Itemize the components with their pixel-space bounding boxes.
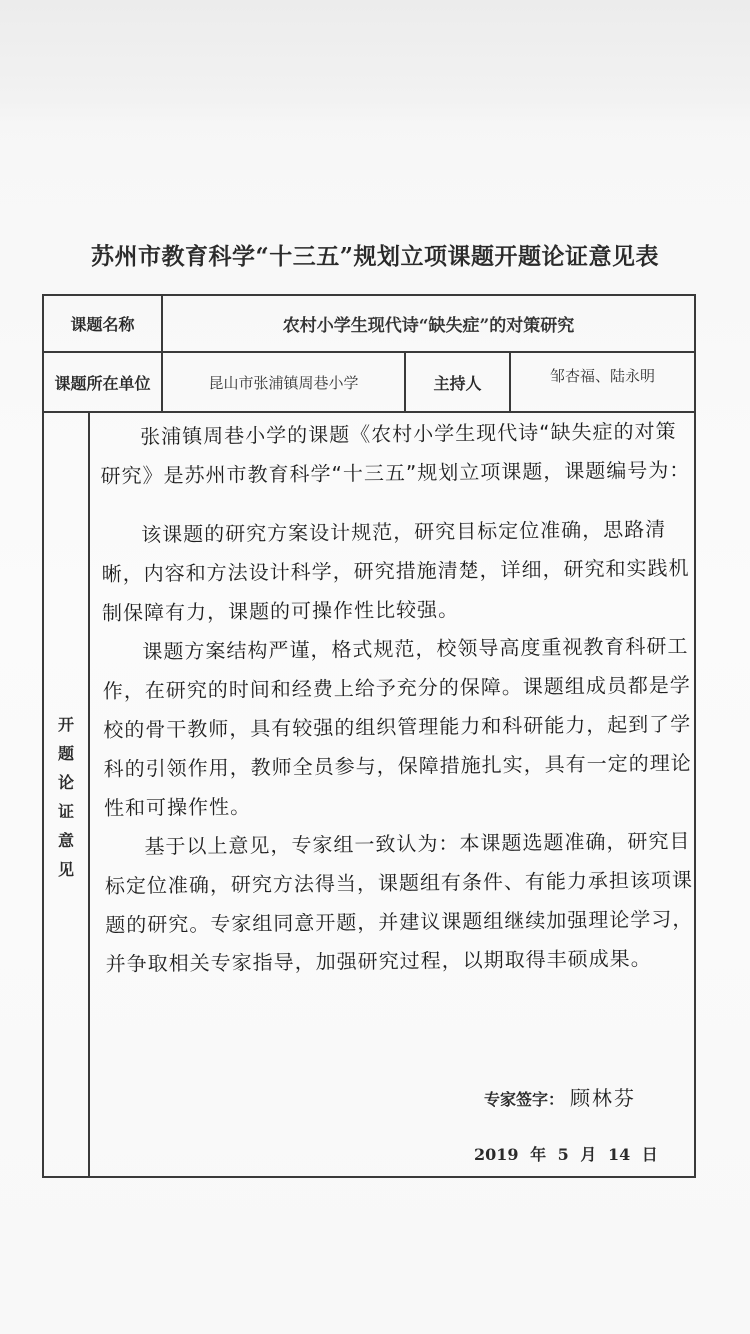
topic-value: 农村小学生现代诗“缺失症”的对策研究: [282, 316, 575, 336]
opinion-side-label: [44, 412, 88, 1182]
opinion-paragraph: 基于以上意见，专家组一致认为：本课题选题准确，研究目标定位准确，研究方法得当，课题组有条件、有能力承担该项课题的研究。专家组同意开题，并建议课题组继续加强理论学习，并争取相关专家指导，加强研究过程，以期取得丰硕成果。: [104, 828, 694, 976]
opinion-paragraph: 张浦镇周巷小学的课题《农村小学生现代诗“缺失症的对策研究》是苏州市教育科学“十三五”规划立项课题，课题编号为：: [100, 418, 691, 488]
host-label: 主持人: [433, 373, 482, 393]
opinion-form-table: [42, 294, 696, 1178]
signature-label: 专家签字：: [484, 1090, 565, 1109]
topic-label: 课题名称: [70, 315, 135, 334]
side-char: 论: [57, 773, 74, 792]
opinion-text: [100, 412, 702, 984]
unit-value: 昆山市张浦镇周巷小学: [208, 373, 359, 392]
background-shadow: [0, 0, 750, 125]
side-char: 意: [57, 831, 74, 850]
unit-label: 课题所在单位: [54, 373, 151, 393]
side-char: 开: [57, 715, 74, 734]
opinion-paragraph: 该课题的研究方案设计规范，研究目标定位准确，思路清晰，内容和方法设计科学，研究措施清楚，详细，研究和实践机制保障有力，课题的可操作性比较强。: [101, 517, 690, 625]
document-title: 苏州市教育科学“十三五”规划立项课题开题论证意见表: [91, 243, 659, 270]
side-char: 见: [57, 860, 74, 879]
side-char: 证: [57, 802, 74, 821]
signature-name: 顾林芬: [570, 1086, 637, 1110]
signature-row: [484, 1082, 636, 1111]
col-divider-side: [88, 413, 90, 1178]
side-char: 题: [57, 744, 74, 763]
signature-date: 2019 年 5 月 14 日: [474, 1145, 658, 1164]
opinion-paragraph: 课题方案结构严谨，格式规范，校领导高度重视教育科研工作，在研究的时间和经费上给予充分的保障。课题组成员都是学校的骨干教师，具有较强的组织管理能力和科研能力，起到了学科的引领作用，教师全员参与，保障措施扎实，具有一定的理论性和可操作性。: [102, 633, 692, 820]
host-value: 邹杏福、陆永明: [549, 366, 655, 385]
